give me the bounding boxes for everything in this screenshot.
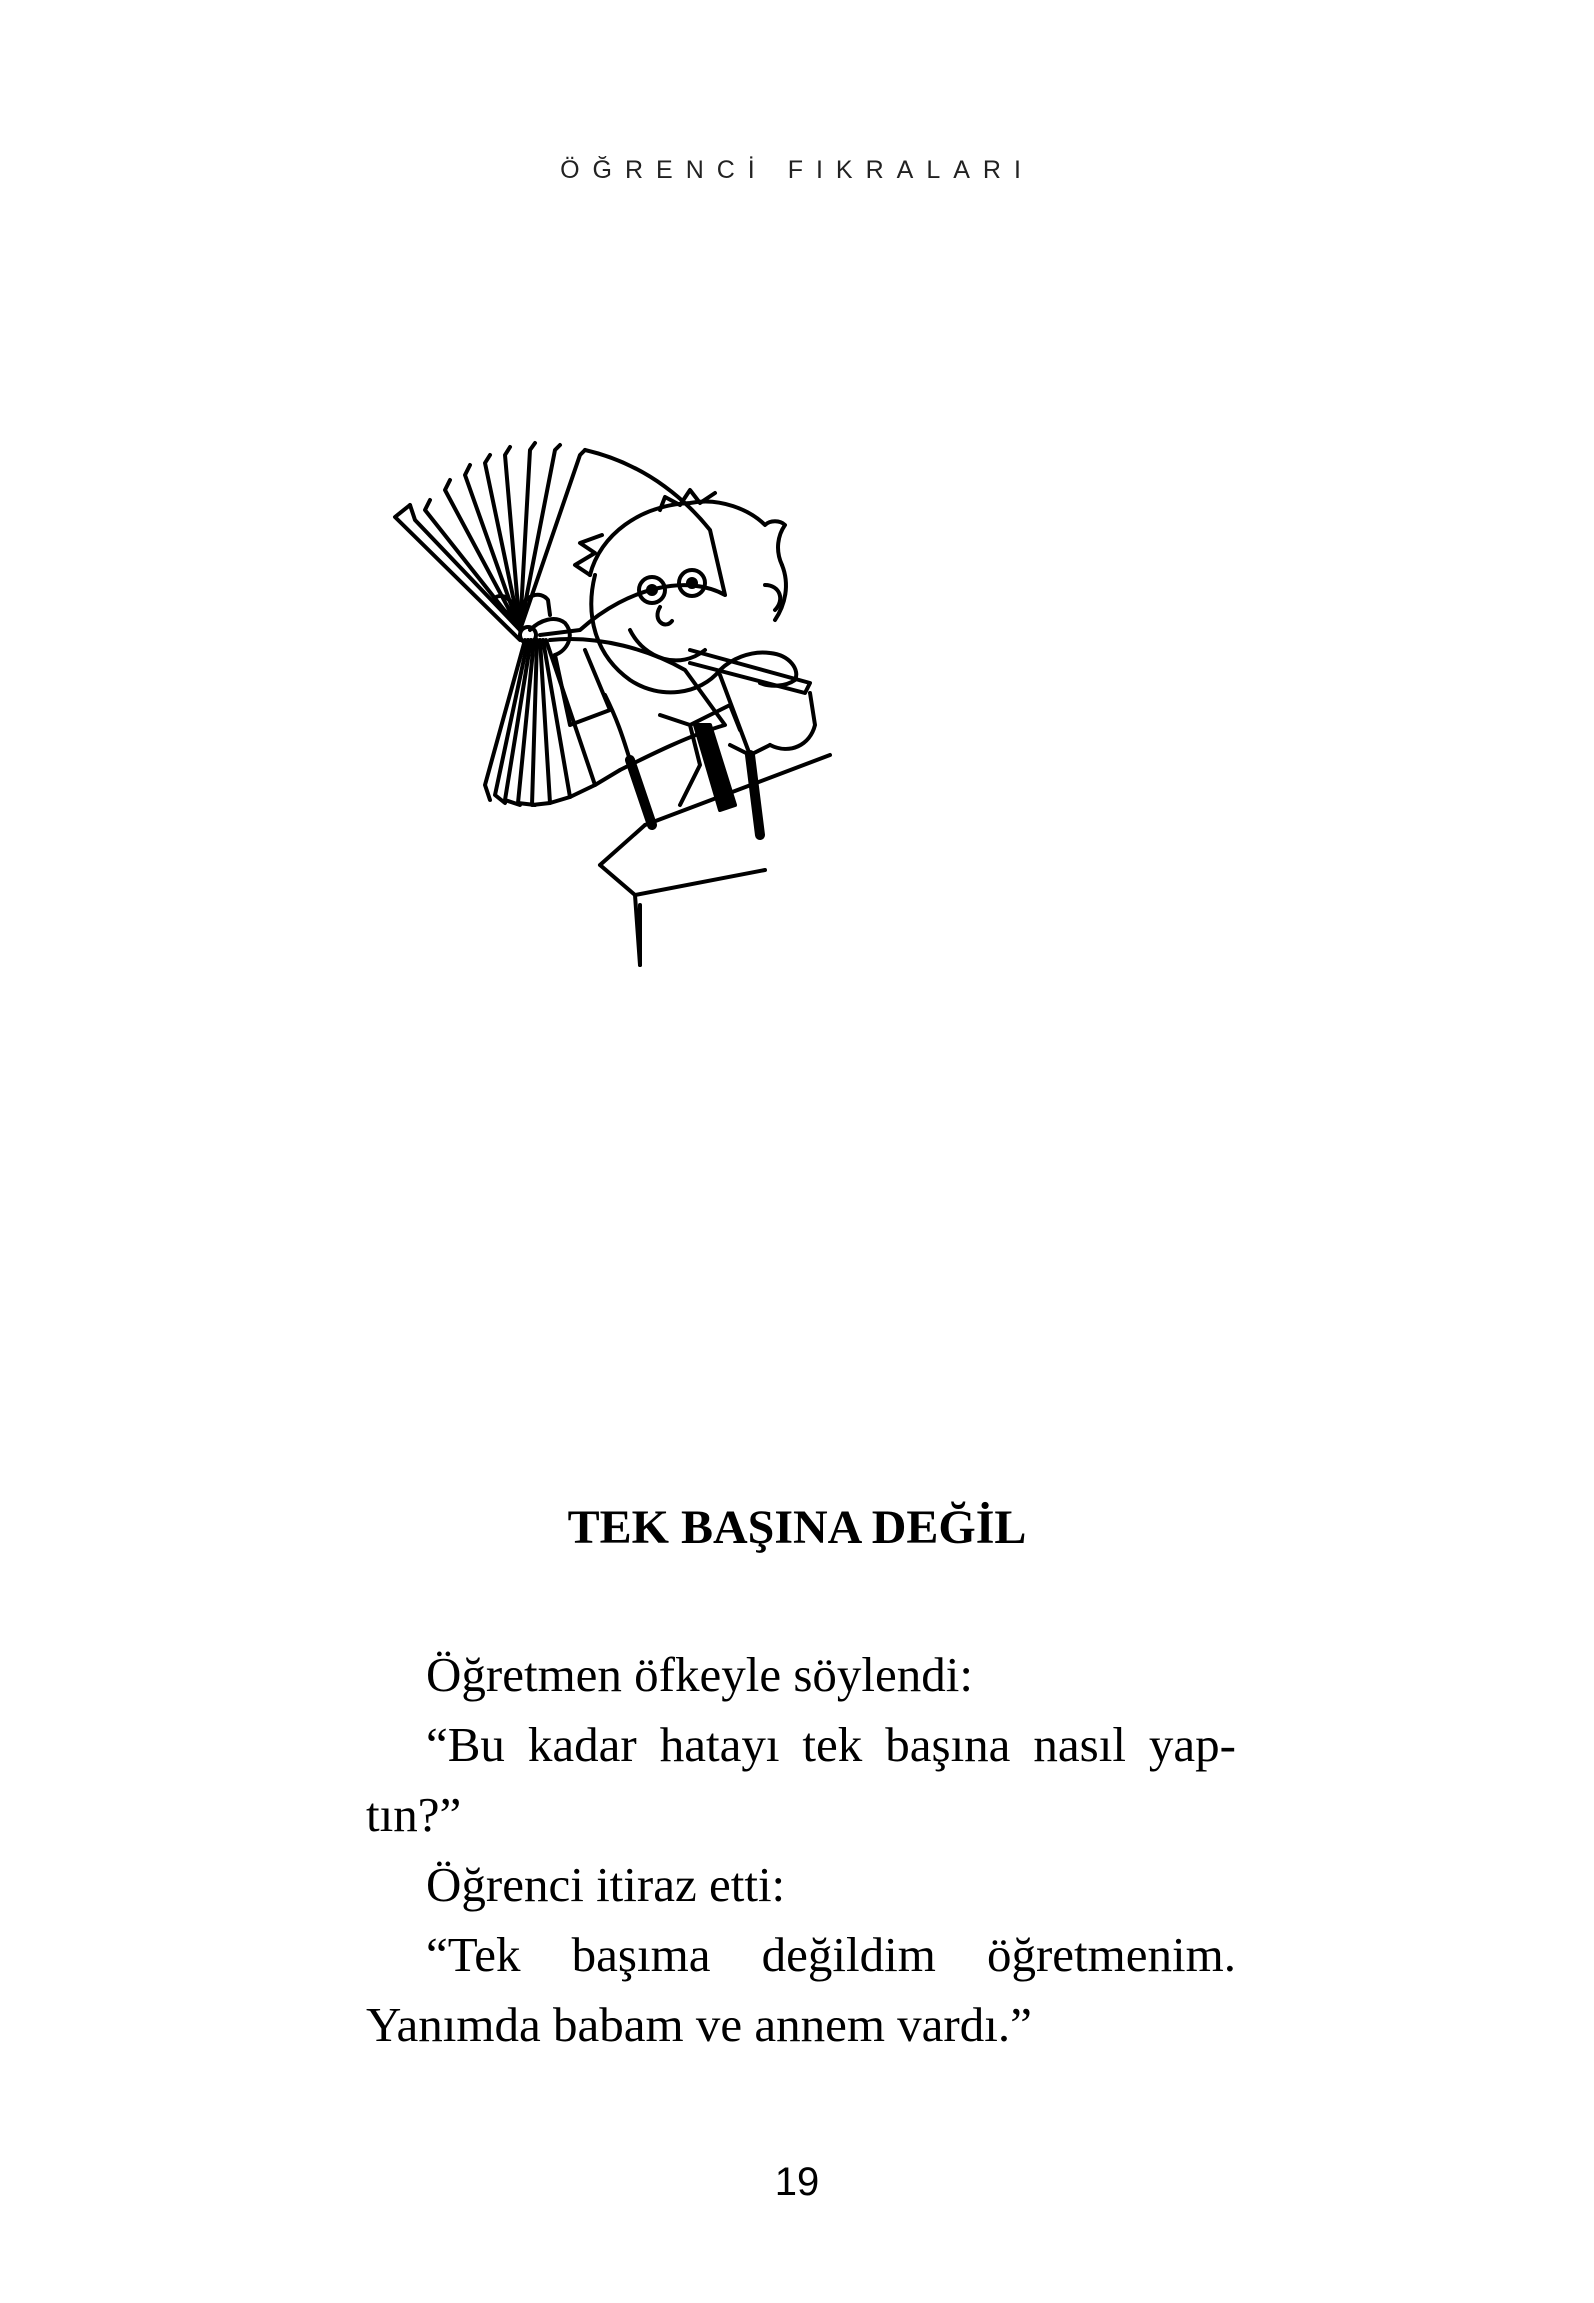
story-line: “Tek başıma değildim öğretmenim.	[426, 1927, 1236, 1982]
story-line: Öğretmen öfkeyle söylendi:	[426, 1647, 974, 1702]
story-line: Öğrenci itiraz etti:	[426, 1857, 786, 1912]
story-line: “Bu kadar hatayı tek başına nasıl yap-	[426, 1717, 1236, 1772]
student-book-illustration	[390, 425, 1230, 1345]
page-number: 19	[774, 2160, 820, 2204]
story-line: Yanımda babam ve annem vardı.”	[366, 1997, 1032, 2052]
story-body	[366, 1640, 1236, 2060]
story-line: tın?”	[366, 1787, 462, 1842]
running-head: ÖĞRENCİ FIKRALARI	[560, 156, 1034, 184]
flying-book-icon	[395, 443, 725, 805]
story-title: TEK BAŞINA DEĞİL	[567, 1501, 1027, 1554]
